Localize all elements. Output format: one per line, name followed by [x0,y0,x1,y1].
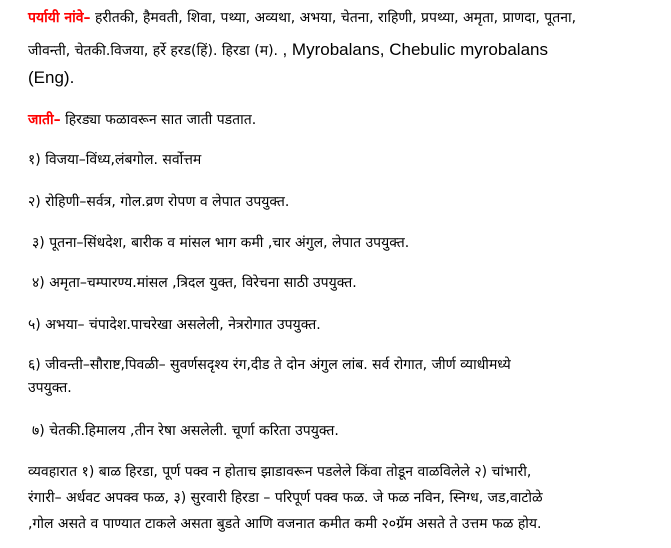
usage-line-1: व्यवहारात १) बाळ हिरडा, पूर्ण पक्व न होताच झाडावरून पडलेले किंवा तोडून वाळविलेले २) चांभारी, [28,464,532,480]
synonyms-line-2 [28,40,548,61]
synonyms-english-suffix: (Eng). [28,68,75,87]
type-item-6-line-2: उपयुक्त. [28,380,72,396]
type-item-1: १) विजया–विंध्य,लंबगोल. सर्वोत्तम [28,152,202,168]
types-heading: जाती– [28,112,61,128]
types-heading-line [28,110,256,130]
synonyms-text-2: जीवन्ती, चेतकी.विजया, हर्रे हरड(हिं). हिरडा (म). [28,43,279,59]
type-item-5: ५) अभया– चंपादेश.पाचरेखा असलेली, नेत्ररोगात उपयुक्त. [28,317,321,333]
usage-line-3: ,गोल असते व पाण्यात टाकले असता बुडते आणि वजनात कमीत कमी २०ग्रॅम असते ते उत्तम फळ होय. [28,516,542,532]
types-intro: हिरड्या फळावरून सात जाती पडतात. [65,112,257,128]
synonyms-line-1 [28,8,576,28]
type-item-3: ३) पूतना–सिंधदेश, बारीक व मांसल भाग कमी ,चार अंगुल, लेपात उपयुक्त. [32,235,410,251]
synonyms-text-1: हरीतकी, हैमवती, शिवा, पथ्या, अव्यथा, अभया, चेतना, राहिणी, प्रपथ्या, अमृता, प्राणदा, पूतना, [94,10,577,26]
synonyms-english-names: , Myrobalans, Chebulic myrobalans [282,40,548,59]
type-item-7: ७) चेतकी.हिमालय ,तीन रेषा असलेली. चूर्णा करिता उपयुक्त. [32,423,339,439]
type-item-4: ४) अमृता–चम्पारण्य.मांसल ,त्रिदल युक्त, विरेचना साठी उपयुक्त. [32,275,357,291]
type-item-6-line-1: ६) जीवन्ती–सौराष्ट,पिवळी– सुवर्णसदृश्य रंग,दीड ते दोन अंगुल लांब. सर्व रोगात, जीर्ण व्याधीमध्ये [28,357,511,373]
synonyms-heading: पर्यायी नांवे– [28,10,91,26]
type-item-2: २) रोहिणी–सर्वत्र, गोल.व्रण रोपण व लेपात उपयुक्त. [28,194,290,210]
usage-line-2: रंगारी– अर्धवट अपक्व फळ, ३) सुरवारी हिरडा – परिपूर्ण पक्व फळ. जे फळ नविन, स्निग्ध, जड,वाटोळे [28,490,543,506]
